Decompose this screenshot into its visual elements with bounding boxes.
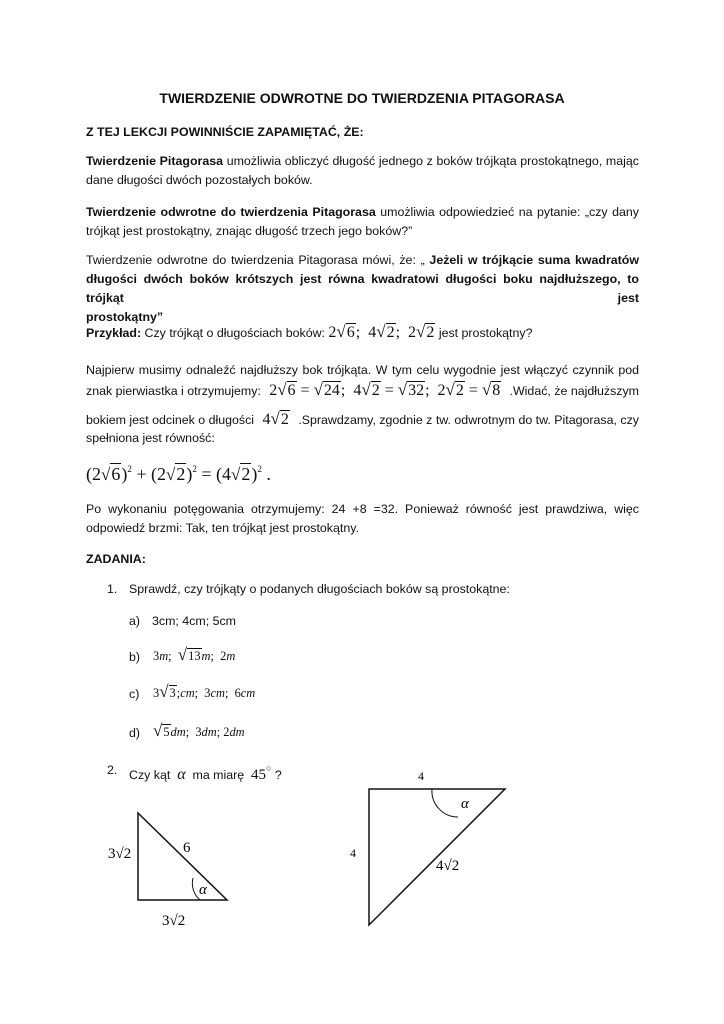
- triangle-1-left-label: 3√2: [108, 846, 132, 862]
- task-1a-label: a): [129, 614, 141, 628]
- task-2-text: Czy kąt α ma miarę 45○ ?: [129, 763, 282, 783]
- triangle-1-angle-label: α: [199, 882, 207, 898]
- task-1d-label: d): [129, 726, 141, 740]
- task-1b-label: b): [129, 650, 141, 664]
- triangle-2-angle-arc: [432, 789, 458, 817]
- paragraph-converse: Twierdzenie odwrotne do twierdzenia Pitagorasa umożliwia odpowiedzieć na pytanie: „czy dany trójkąt jest prostokątny, znając długość trzech jego boków?”: [86, 205, 639, 238]
- triangle-2-hyp-label: 4√2: [436, 858, 460, 874]
- alpha-symbol: α: [177, 766, 186, 783]
- task-1b-values: 3m; √13m; 2m: [153, 645, 236, 664]
- triangle-1-hyp-label: 6: [183, 840, 191, 856]
- task-1d-values: √5dm; 3dm; 2dm: [153, 721, 245, 740]
- paragraph-pythagoras: Twierdzenie Pitagorasa umożliwia obliczyć długość jednego z boków trójkąta prostokątnego, mając dane długości dwóch pozostałych boków.: [86, 154, 639, 187]
- triangle-1-shape: [138, 813, 227, 900]
- triangle-1: [100, 805, 240, 935]
- example-line: Przykład: Czy trójkąt o długościach boków: 2√6; 4√2; 2√2 jest prostokątny?: [86, 322, 533, 341]
- task-1-text: Sprawdź, czy trójkąty o podanych długościach boków są prostokątne:: [129, 582, 510, 596]
- explanation-line-4: spełniona jest równość:: [86, 431, 215, 445]
- task-1c-values: 3√3;cm; 3cm; 6cm: [153, 682, 256, 701]
- tasks-heading: ZADANIA:: [86, 552, 146, 566]
- triangle-2-top-label: 4: [418, 769, 424, 783]
- task-1a-values: 3cm; 4cm; 5cm: [152, 614, 236, 628]
- triangle-2-shape: [369, 789, 505, 925]
- result-paragraph: Po wykonaniu potęgowania otrzymujemy: 24 +8 =32. Ponieważ równość jest prawdziwa, więc odpowiedź brzmi: Tak, ten trójkąt jest prostokątny.: [86, 502, 639, 535]
- triangle-2: [340, 765, 530, 930]
- explanation-line-3: bokiem jest odcinek o długości 4√2 .Sprawdzamy, zgodnie z tw. odwrotnym do tw. Pitagorasa, czy: [86, 409, 639, 428]
- task-1-number: 1.: [107, 582, 118, 596]
- page-title: TWIERDZENIE ODWROTNE DO TWIERDZENIA PITAGORASA: [159, 90, 565, 106]
- triangle-2-left-label: 4: [350, 846, 356, 860]
- intro-heading: Z TEJ LEKCJI POWINNIŚCIE ZAPAMIĘTAĆ, ŻE:: [86, 125, 364, 139]
- triangle-1-bottom-label: 3√2: [162, 913, 186, 929]
- explanation: Najpierw musimy odnaleźć najdłuższy bok trójkąta. W tym celu wygodnie jest włączyć czynnik pod: [86, 363, 639, 377]
- triangle-2-angle-label: α: [461, 796, 469, 812]
- task-2-number: 2.: [107, 763, 118, 777]
- paragraph-theorem-statement: Twierdzenie odwrotne do twierdzenia Pitagorasa mówi, że: „ Jeżeli w trójkącie suma kwadratów długości dwóch boków krótszych jest równa kwadratowi długości boku najdłuższego, to trójkąt jest prostokątny”: [86, 253, 639, 324]
- pythagoras-equation: $(2√6)^2 + (2√2)^2 = (4√2)^2$ .: [86, 464, 271, 484]
- task-1c-label: c): [129, 687, 140, 701]
- explanation-line-2: znak pierwiastka i otrzymujemy: 2√6 = √24; 4√2 = √32; 2√2 = √8 .Widać, że najdłuższym: [86, 380, 639, 399]
